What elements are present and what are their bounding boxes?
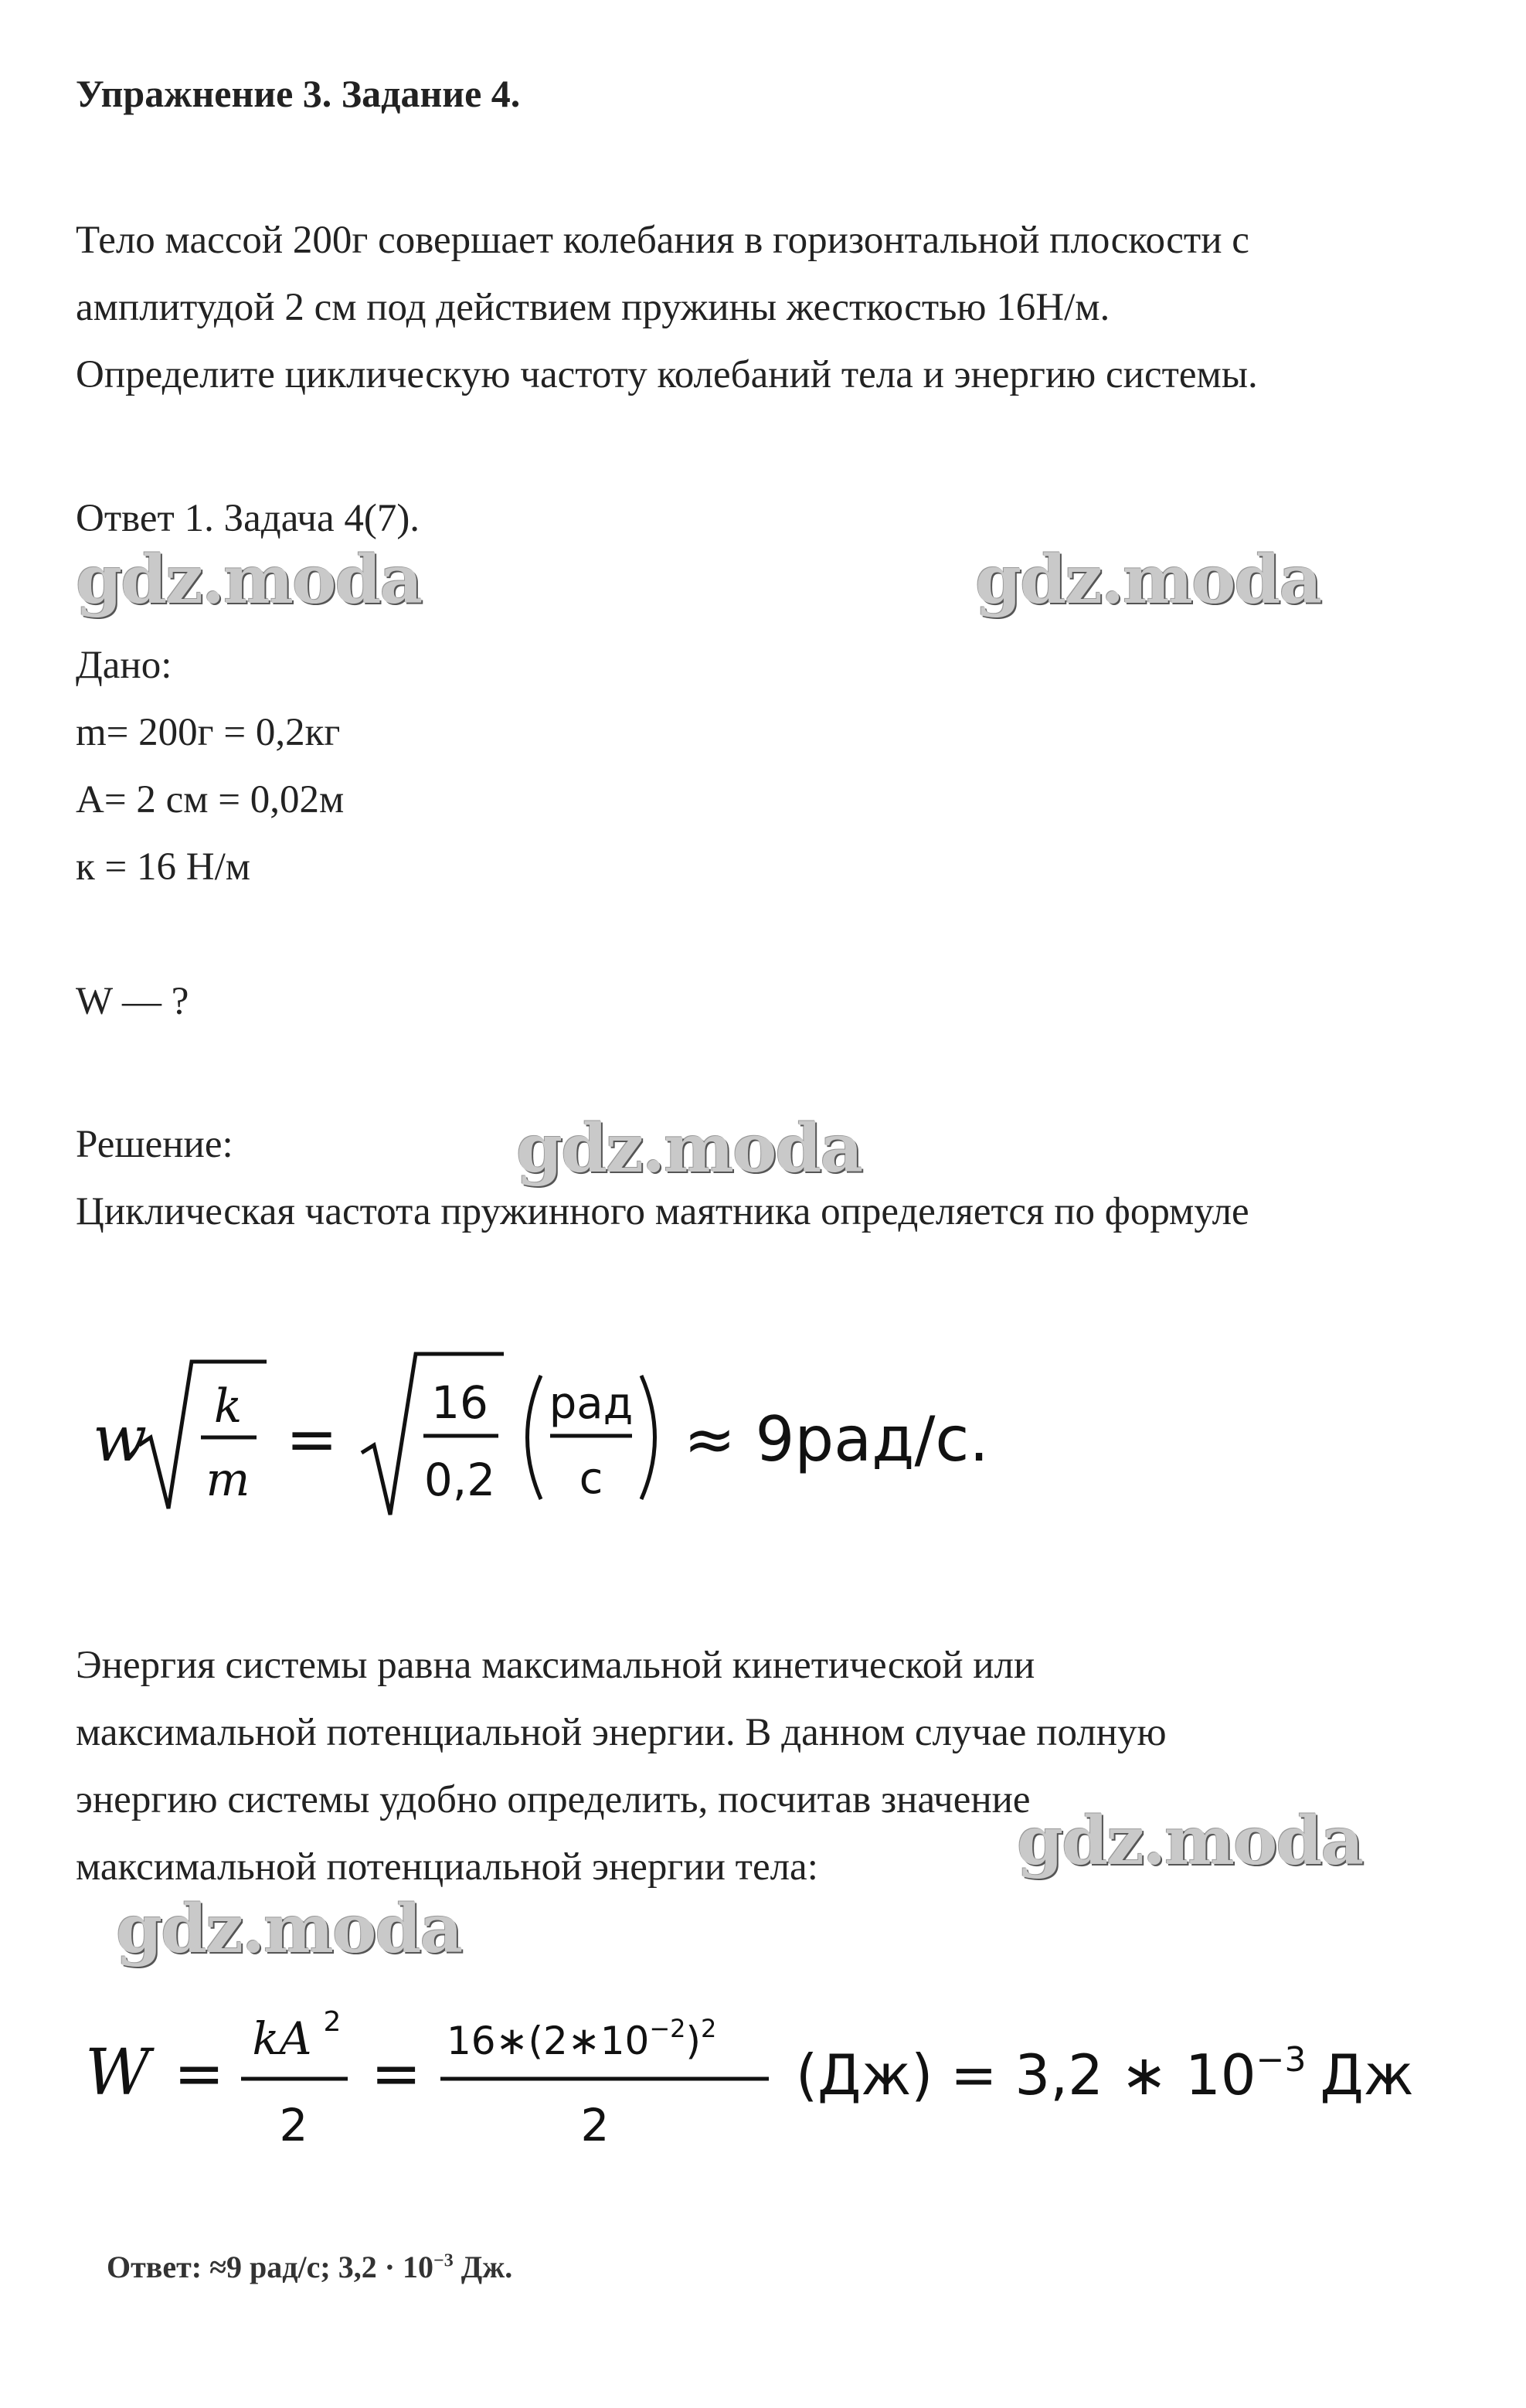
formula1-k: k [213, 1379, 243, 1434]
find-label: W — ? [76, 980, 189, 1023]
formula2-result: (Дж) = 3,2 ∗ $10^{-3}$ Дж [796, 2040, 1414, 2107]
given-mass: m= 200г = 0,2кг [76, 711, 341, 754]
problem-line-3: Определите циклическую частоту колебаний тела и энергию системы. [76, 353, 1258, 396]
formula2-denominator-2: 2 [580, 2099, 610, 2151]
energy-formula [77, 1994, 1468, 2172]
watermark-3: gdz.moda [516, 1110, 862, 1188]
given-amplitude: A= 2 см = 0,02м [76, 778, 345, 821]
energy-line-4: максимальной потенциальной энергии тела: [76, 1845, 818, 1889]
formula2-equals-1: = [174, 2039, 225, 2109]
formula2-kA: kA [252, 2012, 312, 2065]
formula2-kA-square: 2 [323, 2006, 342, 2038]
formula1-denominator: 0,2 [423, 1454, 496, 1506]
paren-left [528, 1376, 542, 1499]
solution-label: Решение: [76, 1123, 233, 1166]
formula2-equals-2: = [371, 2039, 422, 2109]
cyclic-frequency-formula [77, 1329, 1004, 1530]
solution-text-1: Циклическая частота пружинного маятника определяется по формуле [76, 1190, 1249, 1233]
watermark-5: gdz.moda [116, 1890, 462, 1968]
formula1-result: ≈ 9рад/с. [684, 1403, 989, 1475]
problem-line-2: амплитудой 2 см под действием пружины жесткостью 16Н/м. [76, 286, 1110, 329]
watermark-2: gdz.moda [975, 541, 1321, 619]
formula1-unit-denominator: с [579, 1454, 603, 1504]
final-answer: Ответ: ≈9 рад/с; $3,2 \cdot 10^{-3}$ Дж. [107, 2250, 513, 2284]
watermark-1: gdz.moda [76, 541, 422, 619]
energy-line-2: максимальной потенциальной энергии. В данном случае полную [76, 1711, 1167, 1754]
energy-line-1: Энергия системы равна максимальной кинетической или [76, 1644, 1035, 1687]
formula2-numerator: $16∗(2∗10^{-2})^2$ [447, 2014, 717, 2063]
formula2-W: W [85, 2036, 151, 2110]
page-title: Упражнение 3. Задание 4. [76, 72, 521, 115]
formula1-equals: = [286, 1403, 338, 1475]
answer-label: Ответ 1. Задача 4(7). [76, 497, 420, 540]
formula1-numerator: 16 [431, 1376, 488, 1429]
paren-right [641, 1376, 655, 1499]
given-label: Дано: [76, 644, 172, 687]
formula2-denominator-1: 2 [279, 2099, 308, 2151]
formula1-m: m [206, 1453, 250, 1507]
formula1-unit-numerator: рад [549, 1379, 634, 1429]
watermark-4: gdz.moda [1017, 1802, 1363, 1880]
problem-line-1: Тело массой 200г совершает колебания в горизонтальной плоскости с [76, 219, 1249, 262]
formula1-w: w [93, 1403, 148, 1476]
energy-line-3: энергию системы удобно определить, посчитав значение [76, 1778, 1031, 1821]
given-stiffness: к = 16 Н/м [76, 845, 251, 889]
